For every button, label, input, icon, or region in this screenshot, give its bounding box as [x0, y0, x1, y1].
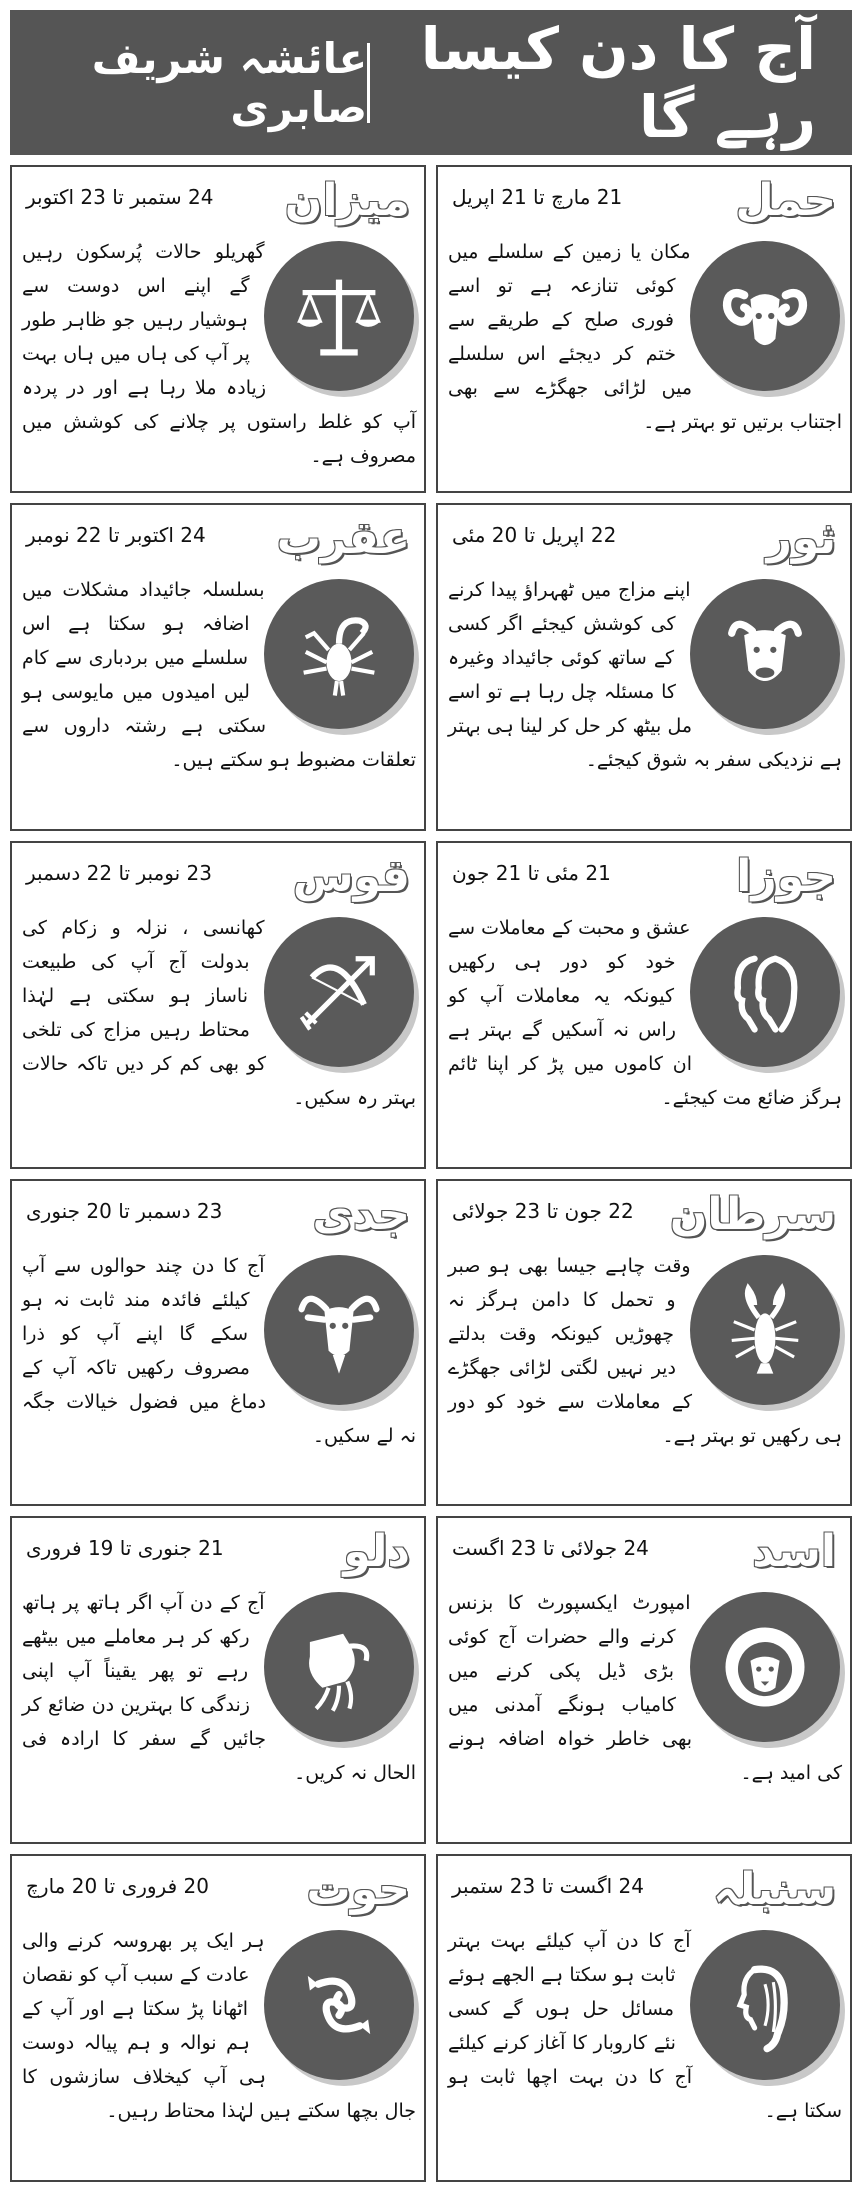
sign-name: جوزا: [736, 850, 836, 902]
sign-name: حمل: [735, 175, 836, 226]
sign-card-asad: [436, 1516, 852, 1844]
sign-name: ثور: [766, 512, 836, 564]
sign-card-sartan: [436, 1179, 852, 1507]
page-title: آج کا دن کیسا رہے گا: [420, 14, 816, 151]
sign-dates: 24 اگست تا 23 ستمبر: [452, 1874, 644, 1899]
sign-card-saur: [436, 503, 852, 831]
signs-grid: [10, 165, 852, 2182]
sign-name: جدی: [312, 1188, 410, 1240]
sign-description: کھانسی ، نزلہ و زکام کی بدولت آج آپ کی طبیعت ناساز ہو سکتی ہے لہٰذا محتاط رہیں مزاج کی تلخی کو بھی کم کر دیں تاکہ حالات بہتر رہ سکیں۔: [22, 916, 416, 1109]
header-banner: [10, 10, 852, 155]
sign-dates: 24 جولائی تا 23 اگست: [452, 1536, 649, 1561]
sign-description: مکان یا زمین کے سلسلے میں کوئی تنازعہ ہے تو اسے فوری صلح کے طریقے سے ختم کر دیجئے اس سلسلے میں لڑائی جھگڑے سے بھی اجتناب برتیں تو بہتر ہے۔: [448, 241, 842, 433]
sign-description: امپورٹ ایکسپورٹ کا بزنس کرنے والے حضرات آج کوئی بڑی ڈیل پکی کرنے میں کامیاب ہونگے آمدنی میں بھی خاطر خواہ اضافہ ہونے کی امید ہے۔: [448, 1592, 842, 1785]
sign-card-aqrab: [10, 503, 426, 831]
sign-name: اسد: [752, 1526, 836, 1578]
sign-dates: 20 فروری تا 20 مارچ: [26, 1874, 209, 1899]
sign-description: ہر ایک پر بھروسہ کرنے والی عادت کے سبب آپ کو نقصان اٹھانا پڑ سکتا ہے اور آپ کے ہم نوالہ و ہم پیالہ دوست ہی آپ کیخلاف سازشوں کا جال بچھا سکتے ہیں لہٰذا محتاط رہیں۔: [22, 1930, 416, 2123]
sign-name: میزان: [284, 175, 410, 226]
sign-name: حوت: [306, 1864, 410, 1916]
sign-dates: 23 نومبر تا 22 دسمبر: [26, 860, 212, 885]
sign-dates: 24 ستمبر تا 23 اکتوبر: [26, 185, 214, 209]
sign-card-hoot: [10, 1854, 426, 2182]
sign-card-sumbula: [436, 1854, 852, 2182]
sign-description: وقت چاہے جیسا بھی ہو صبر و تحمل کا دامن ہرگز نہ چھوڑیں کیونکہ وقت بدلتے دیر نہیں لگتی لڑائی جھگڑے کے معاملات سے خود کو دور ہی رکھیں تو بہتر ہے۔: [448, 1254, 842, 1447]
sign-description: عشق و محبت کے معاملات سے خود کو دور ہی رکھیں کیونکہ یہ معاملات آپ کو راس نہ آسکیں گے بہتر ہے ان کاموں میں پڑ کر اپنا ٹائم ہرگز ضائع مت کیجئے۔: [448, 916, 842, 1109]
sign-dates: 21 جنوری تا 19 فروری: [26, 1536, 224, 1561]
sign-card-jadi: [10, 1179, 426, 1507]
sign-name: سرطان: [669, 1188, 836, 1240]
sign-description: اپنے مزاج میں ٹھہراؤ پیدا کرنے کی کوشش کیجئے اگر کسی کے ساتھ کوئی جائیداد وغیرہ کا مسئلہ چل رہا ہے تو اسے مل بیٹھ کر حل کر لینا ہی بہتر ہے نزدیکی سفر بہ شوق کیجئے۔: [448, 578, 842, 771]
sign-card-jauza: [436, 841, 852, 1169]
sign-name: قوس: [292, 850, 410, 902]
sign-description: آج کا دن چند حوالوں سے آپ کیلئے فائدہ مند ثابت نہ ہو سکے گا اپنے آپ کو ذرا مصروف رکھیں تاکہ آپ کے دماغ میں فضول خیالات جگہ نہ لے سکیں۔: [22, 1254, 416, 1447]
sign-dates: 21 مئی تا 21 جون: [452, 860, 611, 885]
sign-description: آج کا دن آپ کیلئے بہت بہتر ثابت ہو سکتا ہے الجھے ہوئے مسائل حل ہوں گے کسی نئے کاروبار کا آغاز کرنے کیلئے آج کا دن بہت اچھا ثابت ہو سکتا ہے۔: [448, 1930, 842, 2123]
sign-card-hamal: [436, 165, 852, 493]
sign-dates: 21 مارچ تا 21 اپریل: [452, 185, 623, 209]
sign-description: آج کے دن آپ اگر ہاتھ پر ہاتھ رکھ کر ہر معاملے میں بیٹھے رہے تو پھر یقیناً آپ اپنی زندگی کا بہترین دن ضائع کر جائیں گے سفر کا ارادہ فی الحال نہ کریں۔: [22, 1592, 416, 1785]
sign-name: دلو: [343, 1526, 410, 1578]
sign-name: عقرب: [276, 512, 410, 564]
sign-dates: 22 جون تا 23 جولائی: [452, 1198, 634, 1223]
sign-dates: 24 اکتوبر تا 22 نومبر: [26, 522, 206, 547]
sign-description: گھریلو حالات پُرسکون رہیں گے اپنے اس دوست سے ہوشیار رہیں جو ظاہر طور پر آپ کی ہاں میں ہاں بہت زیادہ ملا رہا ہے اور در پردہ آپ کو غلط راستوں پر چلانے کی کوشش میں مصروف ہے۔: [22, 241, 416, 467]
sign-card-mizan: [10, 165, 426, 493]
sign-description: بسلسلہ جائیداد مشکلات میں اضافہ ہو سکتا ہے اس سلسلے میں بردباری سے کام لیں امیدوں میں مایوسی ہو سکتی ہے رشتہ داروں سے تعلقات مضبوط ہو سکتے ہیں۔: [22, 578, 416, 771]
sign-name: سنبلہ: [713, 1864, 836, 1916]
sign-card-qaus: [10, 841, 426, 1169]
sign-card-dalw: [10, 1516, 426, 1844]
sign-dates: 22 اپریل تا 20 مئی: [452, 522, 617, 547]
sign-dates: 23 دسمبر تا 20 جنوری: [26, 1198, 223, 1223]
title-divider: [367, 43, 370, 123]
author-name: عائشہ شریف صابری: [91, 33, 368, 132]
